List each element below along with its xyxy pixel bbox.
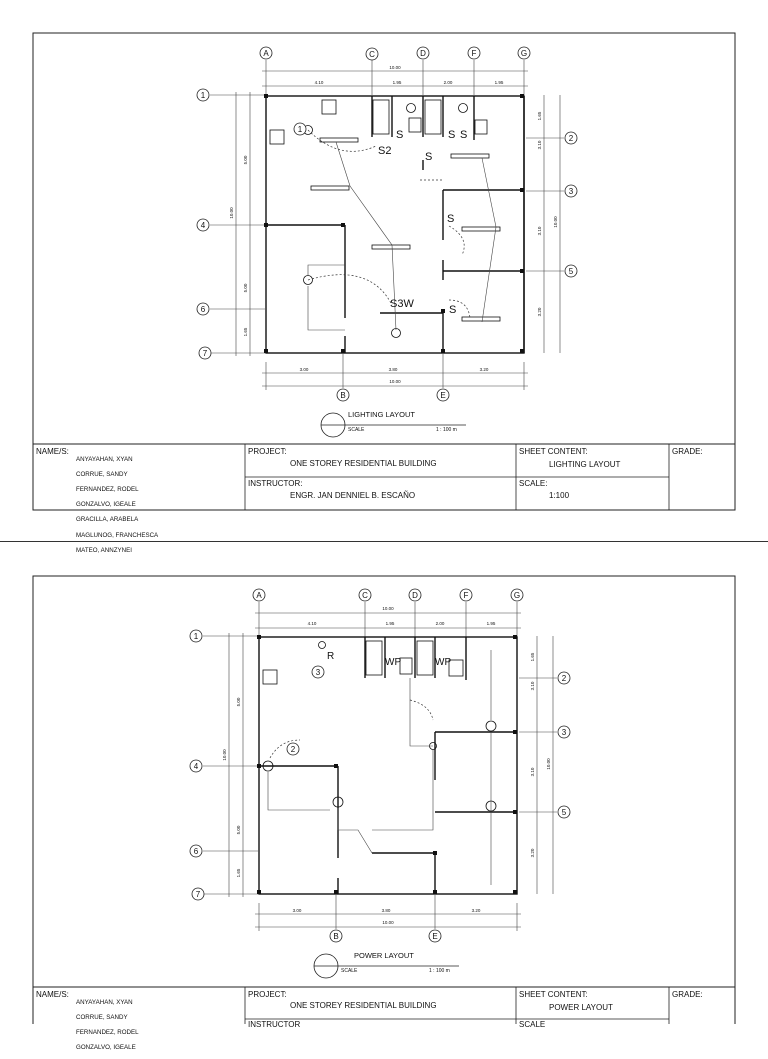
project-label: PROJECT: bbox=[248, 447, 287, 456]
grid-label: A bbox=[263, 49, 269, 58]
dimension-label: 1.95 bbox=[494, 80, 504, 85]
dimension-label: 10.00 bbox=[229, 207, 234, 219]
name-entry: MAGLUNOG, FRANCHESCA bbox=[76, 531, 159, 539]
grid-label: 7 bbox=[202, 349, 208, 358]
dimension-label: 3.10 bbox=[537, 140, 542, 150]
grid-label: C bbox=[369, 50, 375, 59]
names-label: NAME/S: bbox=[36, 447, 69, 456]
dimension-label: 10.00 bbox=[389, 65, 401, 70]
sheet-content: POWER LAYOUT bbox=[549, 1003, 613, 1012]
grid-label: 1 bbox=[193, 632, 199, 641]
name-entry: GRACILLA, ARABELA bbox=[76, 516, 139, 524]
grid-label: 4 bbox=[193, 762, 199, 771]
dimension-label: 3.10 bbox=[537, 226, 542, 236]
switch-symbol: S bbox=[425, 151, 433, 163]
grid-label: 2 bbox=[561, 674, 567, 683]
grid-label: F bbox=[471, 49, 477, 58]
dimension-label: 10.00 bbox=[546, 758, 551, 770]
project-name: ONE STOREY RESIDENTIAL BUILDING bbox=[290, 459, 437, 468]
dimension-label: 1.65 bbox=[243, 327, 248, 337]
dimension-label: 3.20 bbox=[471, 908, 481, 913]
layout-title: LIGHTING LAYOUT bbox=[348, 410, 415, 419]
dimension-label: 2.00 bbox=[435, 621, 445, 626]
grid-label: E bbox=[432, 932, 438, 941]
name-entry: FERNANDEZ, RODEL bbox=[76, 485, 139, 493]
grid-label: G bbox=[520, 49, 528, 58]
dimension-label: 5.00 bbox=[236, 697, 241, 707]
dimension-label: 1.95 bbox=[486, 621, 496, 626]
dimension-label: 3.20 bbox=[530, 848, 535, 858]
sheet-content: LIGHTING LAYOUT bbox=[549, 460, 621, 469]
dimension-label: 10.00 bbox=[389, 379, 401, 384]
grid-label: B bbox=[340, 391, 346, 400]
grid-label: F bbox=[463, 591, 469, 600]
dimension-label: 3.80 bbox=[388, 367, 398, 372]
grid-label: 4 bbox=[200, 221, 206, 230]
dimension-label: 5.00 bbox=[243, 155, 248, 165]
dimension-label: 10.00 bbox=[382, 606, 394, 611]
name-entry: FERNANDEZ, RODEL bbox=[76, 1028, 139, 1036]
switch-symbol: S bbox=[460, 129, 468, 141]
dimension-label: 3.00 bbox=[292, 908, 302, 913]
scale-value: 1 : 100 m bbox=[436, 427, 457, 433]
grid-label: 5 bbox=[568, 267, 574, 276]
circuit-number: 2 bbox=[290, 745, 296, 754]
switch-symbol: S bbox=[447, 213, 455, 225]
grid-label: B bbox=[333, 932, 339, 941]
dimension-label: 3.00 bbox=[299, 367, 309, 372]
scale-value: 1:100 bbox=[549, 491, 570, 500]
grade-label: GRADE: bbox=[672, 447, 703, 456]
receptacle-symbol: WP bbox=[385, 657, 402, 668]
switch-symbol: S3W bbox=[390, 298, 414, 310]
dimension-label: 1.65 bbox=[236, 868, 241, 878]
sheet-content-label: SHEET CONTENT: bbox=[519, 447, 588, 456]
grid-label: 6 bbox=[200, 305, 206, 314]
name-entry: ANYAYAHAN, XYAN bbox=[76, 455, 133, 463]
grid-label: 2 bbox=[568, 134, 574, 143]
dimension-label: 1.65 bbox=[537, 111, 542, 121]
name-entry: ANYAYAHAN, XYAN bbox=[76, 998, 133, 1006]
grid-label: C bbox=[362, 591, 368, 600]
grid-label: 1 bbox=[200, 91, 206, 100]
grid-label: D bbox=[420, 49, 426, 58]
dimension-label: 10.00 bbox=[222, 749, 227, 761]
names-label: NAME/S: bbox=[36, 990, 69, 999]
grid-label: 3 bbox=[561, 728, 567, 737]
dimension-label: 4.10 bbox=[314, 80, 324, 85]
grade-label: GRADE: bbox=[672, 990, 703, 999]
scale-label: SCALE: bbox=[519, 479, 548, 488]
instructor-name: ENGR. JAN DENNIEL B. ESCAÑO bbox=[290, 491, 416, 500]
switch-symbol: S2 bbox=[378, 145, 392, 157]
dimension-label: 1.65 bbox=[530, 652, 535, 662]
name-entry: GONZALVO, IGEALE bbox=[76, 501, 136, 509]
project-name: ONE STOREY RESIDENTIAL BUILDING bbox=[290, 1001, 437, 1010]
grid-label: G bbox=[513, 591, 521, 600]
grid-label: 3 bbox=[568, 187, 574, 196]
instructor-label: INSTRUCTOR bbox=[248, 1020, 301, 1029]
circuit-number: 1 bbox=[297, 125, 303, 134]
grid-label: A bbox=[256, 591, 262, 600]
scale-label: SCALE bbox=[519, 1020, 546, 1029]
dimension-label: 2.00 bbox=[443, 80, 453, 85]
name-entry: CORRUE, SANDY bbox=[76, 1013, 128, 1021]
scale-value: 1 : 100 m bbox=[429, 968, 450, 974]
dimension-label: 3.10 bbox=[530, 681, 535, 691]
receptacle-symbol: WP bbox=[435, 657, 452, 668]
name-entry: GONZALVO, IGEALE bbox=[76, 1044, 136, 1052]
instructor-label: INSTRUCTOR: bbox=[248, 479, 303, 488]
dimension-label: 3.10 bbox=[530, 767, 535, 777]
dimension-label: 3.20 bbox=[537, 307, 542, 317]
names-list bbox=[76, 991, 139, 1059]
dimension-label: 4.10 bbox=[307, 621, 317, 626]
grid-label: 7 bbox=[195, 890, 201, 899]
scale-label: SCALE bbox=[348, 427, 365, 433]
grid-label: E bbox=[440, 391, 446, 400]
dimension-label: 3.80 bbox=[381, 908, 391, 913]
dimension-label: 10.00 bbox=[382, 920, 394, 925]
circuit-number: 3 bbox=[315, 668, 321, 677]
switch-symbol: S bbox=[449, 304, 457, 316]
dimension-label: 1.95 bbox=[392, 80, 402, 85]
grid-label: 5 bbox=[561, 808, 567, 817]
name-entry: CORRUE, SANDY bbox=[76, 470, 128, 478]
dimension-label: 3.20 bbox=[479, 367, 489, 372]
grid-label: 6 bbox=[193, 847, 199, 856]
floor-plan-walls bbox=[259, 637, 517, 894]
receptacle-symbol: R bbox=[327, 651, 335, 662]
project-label: PROJECT: bbox=[248, 990, 287, 999]
name-entry: MATEO, ANNZYNEI bbox=[76, 546, 132, 554]
dimension-label: 5.00 bbox=[236, 825, 241, 835]
dimension-label: 1.95 bbox=[385, 621, 395, 626]
dimension-label: 5.00 bbox=[243, 283, 248, 293]
dimension-label: 10.00 bbox=[553, 216, 558, 228]
switch-symbol: S bbox=[448, 129, 456, 141]
grid-label: D bbox=[412, 591, 418, 600]
switch-symbol: S bbox=[396, 129, 404, 141]
scale-label: SCALE bbox=[341, 968, 358, 974]
sheet-content-label: SHEET CONTENT: bbox=[519, 990, 588, 999]
layout-title: POWER LAYOUT bbox=[354, 951, 414, 960]
